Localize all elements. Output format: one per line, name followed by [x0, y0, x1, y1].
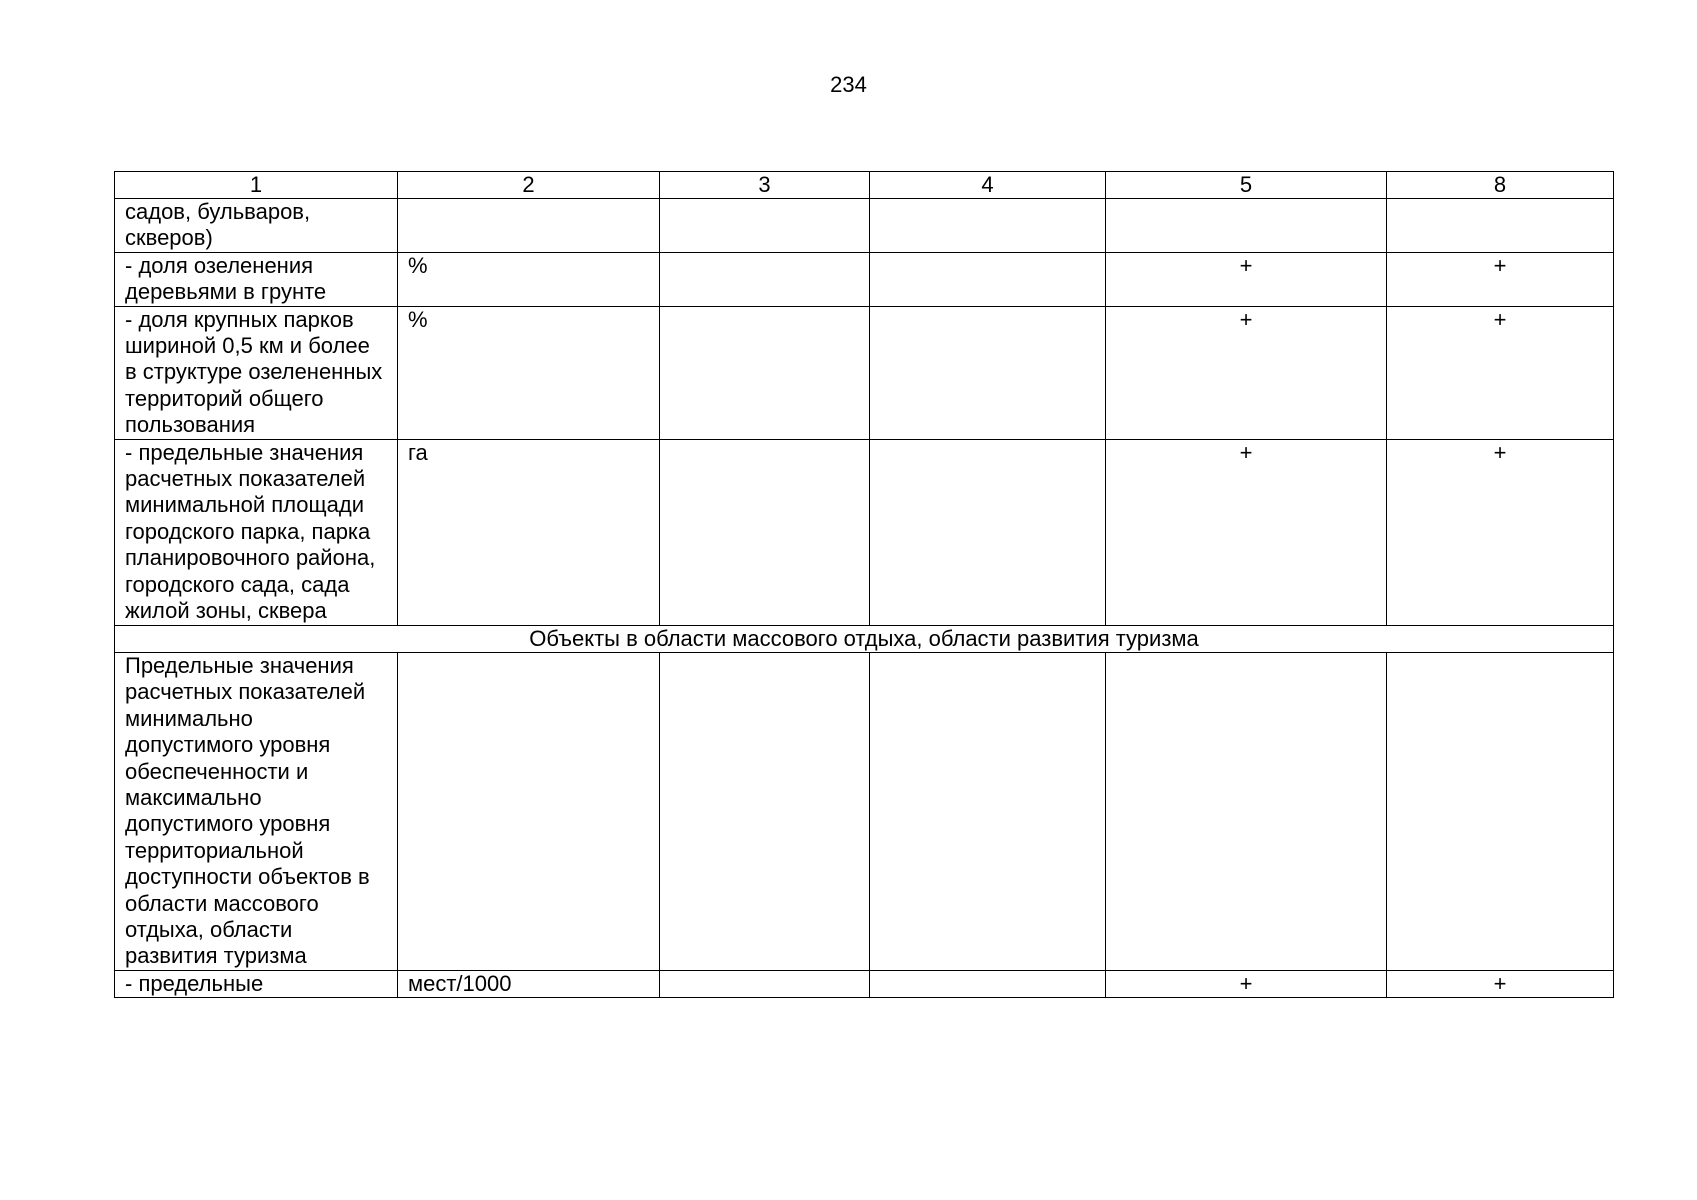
indicator-cell: Предельные значения расчетных показателей минимально допустимого уровня обеспеченности и максимально допустимого уровня территориальной доступности объектов в области массового отдыха, области развития туризма [115, 652, 398, 970]
value-cell [870, 652, 1106, 970]
value-cell [660, 652, 870, 970]
indicator-cell: - предельные значения расчетных показателей минимальной площади городского парка, парка планировочного района, городского сада, сада жилой зоны, сквера [115, 439, 398, 625]
section-title: Объекты в области массового отдыха, области развития туризма [115, 625, 1614, 652]
column-header: 4 [870, 172, 1106, 199]
value-cell [870, 970, 1106, 997]
column-header: 2 [398, 172, 660, 199]
indicator-cell: - доля озеленения деревьями в грунте [115, 252, 398, 306]
value-cell [870, 199, 1106, 253]
value-cell [1387, 199, 1614, 253]
table-row [115, 652, 1614, 970]
unit-cell [398, 199, 660, 253]
value-cell [1106, 199, 1387, 253]
value-cell [1387, 652, 1614, 970]
value-cell: + [1387, 306, 1614, 439]
unit-cell: % [398, 252, 660, 306]
value-cell: + [1387, 252, 1614, 306]
value-cell [660, 306, 870, 439]
value-cell [870, 252, 1106, 306]
value-cell [660, 439, 870, 625]
unit-cell: мест/1000 [398, 970, 660, 997]
value-cell: + [1387, 439, 1614, 625]
table-header-row [115, 172, 1614, 199]
table-row [115, 439, 1614, 625]
value-cell: + [1106, 970, 1387, 997]
value-cell [660, 199, 870, 253]
page-number: 234 [830, 72, 867, 97]
table-row [115, 306, 1614, 439]
indicator-cell: - доля крупных парков шириной 0,5 км и более в структуре озелененных территорий общего пользования [115, 306, 398, 439]
table-row [115, 199, 1614, 253]
indicator-cell: садов, бульваров, скверов) [115, 199, 398, 253]
table-row [115, 252, 1614, 306]
standards-table [114, 171, 1614, 998]
column-header: 5 [1106, 172, 1387, 199]
section-row [115, 625, 1614, 652]
unit-cell: % [398, 306, 660, 439]
table-row [115, 970, 1614, 997]
column-header: 8 [1387, 172, 1614, 199]
value-cell: + [1387, 970, 1614, 997]
unit-cell: га [398, 439, 660, 625]
value-cell: + [1106, 439, 1387, 625]
value-cell [660, 252, 870, 306]
column-header: 1 [115, 172, 398, 199]
value-cell [870, 306, 1106, 439]
value-cell: + [1106, 252, 1387, 306]
unit-cell [398, 652, 660, 970]
indicator-cell: - предельные [115, 970, 398, 997]
value-cell: + [1106, 306, 1387, 439]
value-cell [870, 439, 1106, 625]
value-cell [1106, 652, 1387, 970]
value-cell [660, 970, 870, 997]
column-header: 3 [660, 172, 870, 199]
